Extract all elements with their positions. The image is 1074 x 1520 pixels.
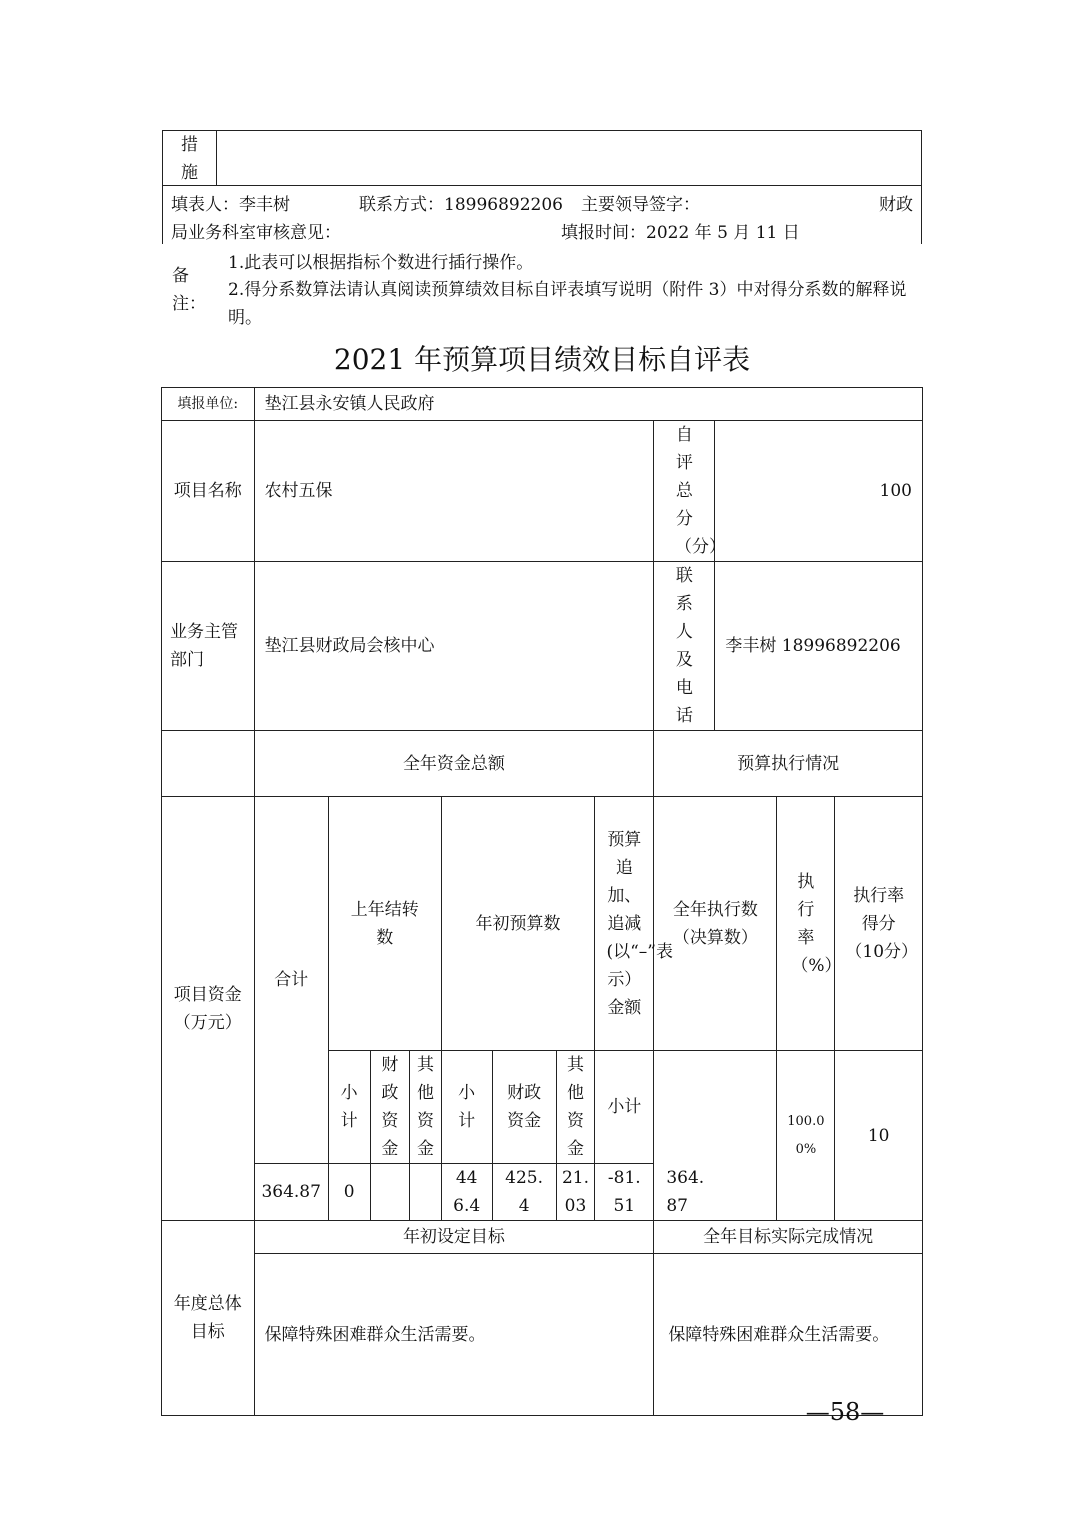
init-other-value: 21.03 [561,1168,589,1216]
note-1: 1.此表可以根据指标个数进行插行操作。 [228,253,534,273]
prev-subtotal-value: 0 [328,1164,370,1221]
init-fiscal-value-cell [492,1164,556,1221]
project-name-row [162,421,923,562]
goal-set-header: 年初设定目标 [254,1221,654,1254]
annual-exec-value-cell [654,1051,777,1221]
measures-label-cell [163,131,217,185]
init-other-value-cell [556,1164,595,1221]
project-name-value: 农村五保 [254,421,654,562]
blank-cell [162,731,255,797]
exec-rate-value: 100.00% [787,1113,825,1157]
contact-value: 李丰树 18996892206 [715,562,923,731]
dept-row [162,562,923,731]
page-number: —58— [805,1398,885,1426]
goal-value-row [162,1254,923,1416]
prev-carry-label: 上年结转数 [328,797,441,1051]
review-opinion: 局业务科室审核意见： [171,223,341,243]
finance-bureau: 财政 [879,195,913,215]
exec-rate-label: 执行率（%） [777,797,835,1051]
total-label: 合计 [254,797,328,1164]
prev-other-label-cell [410,1051,442,1164]
unit-value: 垫江县永安镇人民政府 [254,388,922,421]
exec-score-value: 10 [835,1051,923,1221]
notes-block [162,244,922,334]
goal-label: 年度总体目标 [162,1221,255,1416]
goal-actual-value: 保障特殊困难群众生活需要。 [654,1254,923,1416]
prev-other-label: 其他资金 [416,1055,434,1159]
leader-sign: 主要领导签字： [581,195,700,215]
measures-row [162,130,922,186]
adjust-subtotal-value: -81.51 [607,1168,641,1216]
self-score-label-cell [654,421,726,562]
prev-other-value [410,1164,442,1221]
init-subtotal-label: 小计 [458,1083,476,1131]
measures-label: 措施 [181,135,198,183]
budget-adjust-label-cell [595,797,673,1051]
fill-time: 填报时间：2022 年 5 月 11 日 [561,223,800,243]
total-funds-header: 全年资金总额 [254,731,654,797]
filler-name: 填表人：李丰树 [171,195,290,215]
note-2: 2.得分系数算法请认真阅读预算绩效目标自评表填写说明（附件 3）中对得分系数的解释说明。 [228,280,907,328]
prev-subtotal-label-cell [328,1051,370,1164]
initial-budget-label: 年初预算数 [441,797,595,1051]
self-score-value: 100 [715,421,923,562]
unit-label: 填报单位: [162,388,255,421]
prev-fiscal-label: 财政资金 [381,1055,399,1159]
annual-exec-label: 全年执行数（决算数） [654,797,777,1051]
adjust-subtotal-label: 小计 [595,1051,654,1164]
prev-fiscal-label-cell [370,1051,410,1164]
filler-line [162,186,922,244]
init-subtotal-value-cell [441,1164,492,1221]
exec-rate-value-cell [777,1051,835,1221]
exec-header: 预算执行情况 [654,731,923,797]
goal-actual-header: 全年目标实际完成情况 [654,1221,923,1254]
contact-label: 联系人及电话 [675,566,693,726]
init-fiscal-value: 425.4 [505,1168,544,1216]
init-subtotal-label-cell [441,1051,492,1164]
evaluation-table [161,387,923,1416]
prev-fiscal-value [370,1164,410,1221]
self-score-label: 自评总分（分） [674,425,726,557]
unit-row [162,388,923,421]
filler-contact: 联系方式：18996892206 [359,195,563,215]
note-label: 备注： [172,266,206,314]
goal-header-row [162,1221,923,1254]
project-name-label: 项目名称 [162,421,255,562]
adjust-subtotal-value-cell [595,1164,654,1221]
contact-label-cell [654,562,715,731]
budget-adjust-label: 预算追加、追减(以“–”表示）金额 [606,829,673,1018]
annual-exec-value: 364.87 [666,1168,705,1216]
funds-header-row [162,731,923,797]
init-fiscal-label-cell [492,1051,556,1164]
dept-label: 业务主管部门 [162,562,255,731]
total-value: 364.87 [254,1164,328,1221]
funds-label: 项目资金（万元） [162,797,255,1221]
init-other-label-cell [556,1051,595,1164]
form-title: 2021 年预算项目绩效目标自评表 [333,343,751,376]
exec-score-label: 执行率得分（10分） [835,797,923,1051]
funds-subheader-row [162,797,923,1051]
prev-subtotal-label: 小计 [340,1083,358,1131]
init-fiscal-label: 财政资金 [507,1083,542,1131]
dept-value: 垫江县财政局会核中心 [254,562,654,731]
init-subtotal-value: 446.4 [453,1168,481,1216]
init-other-label: 其他资金 [566,1055,584,1159]
goal-set-value: 保障特殊困难群众生活需要。 [254,1254,654,1416]
